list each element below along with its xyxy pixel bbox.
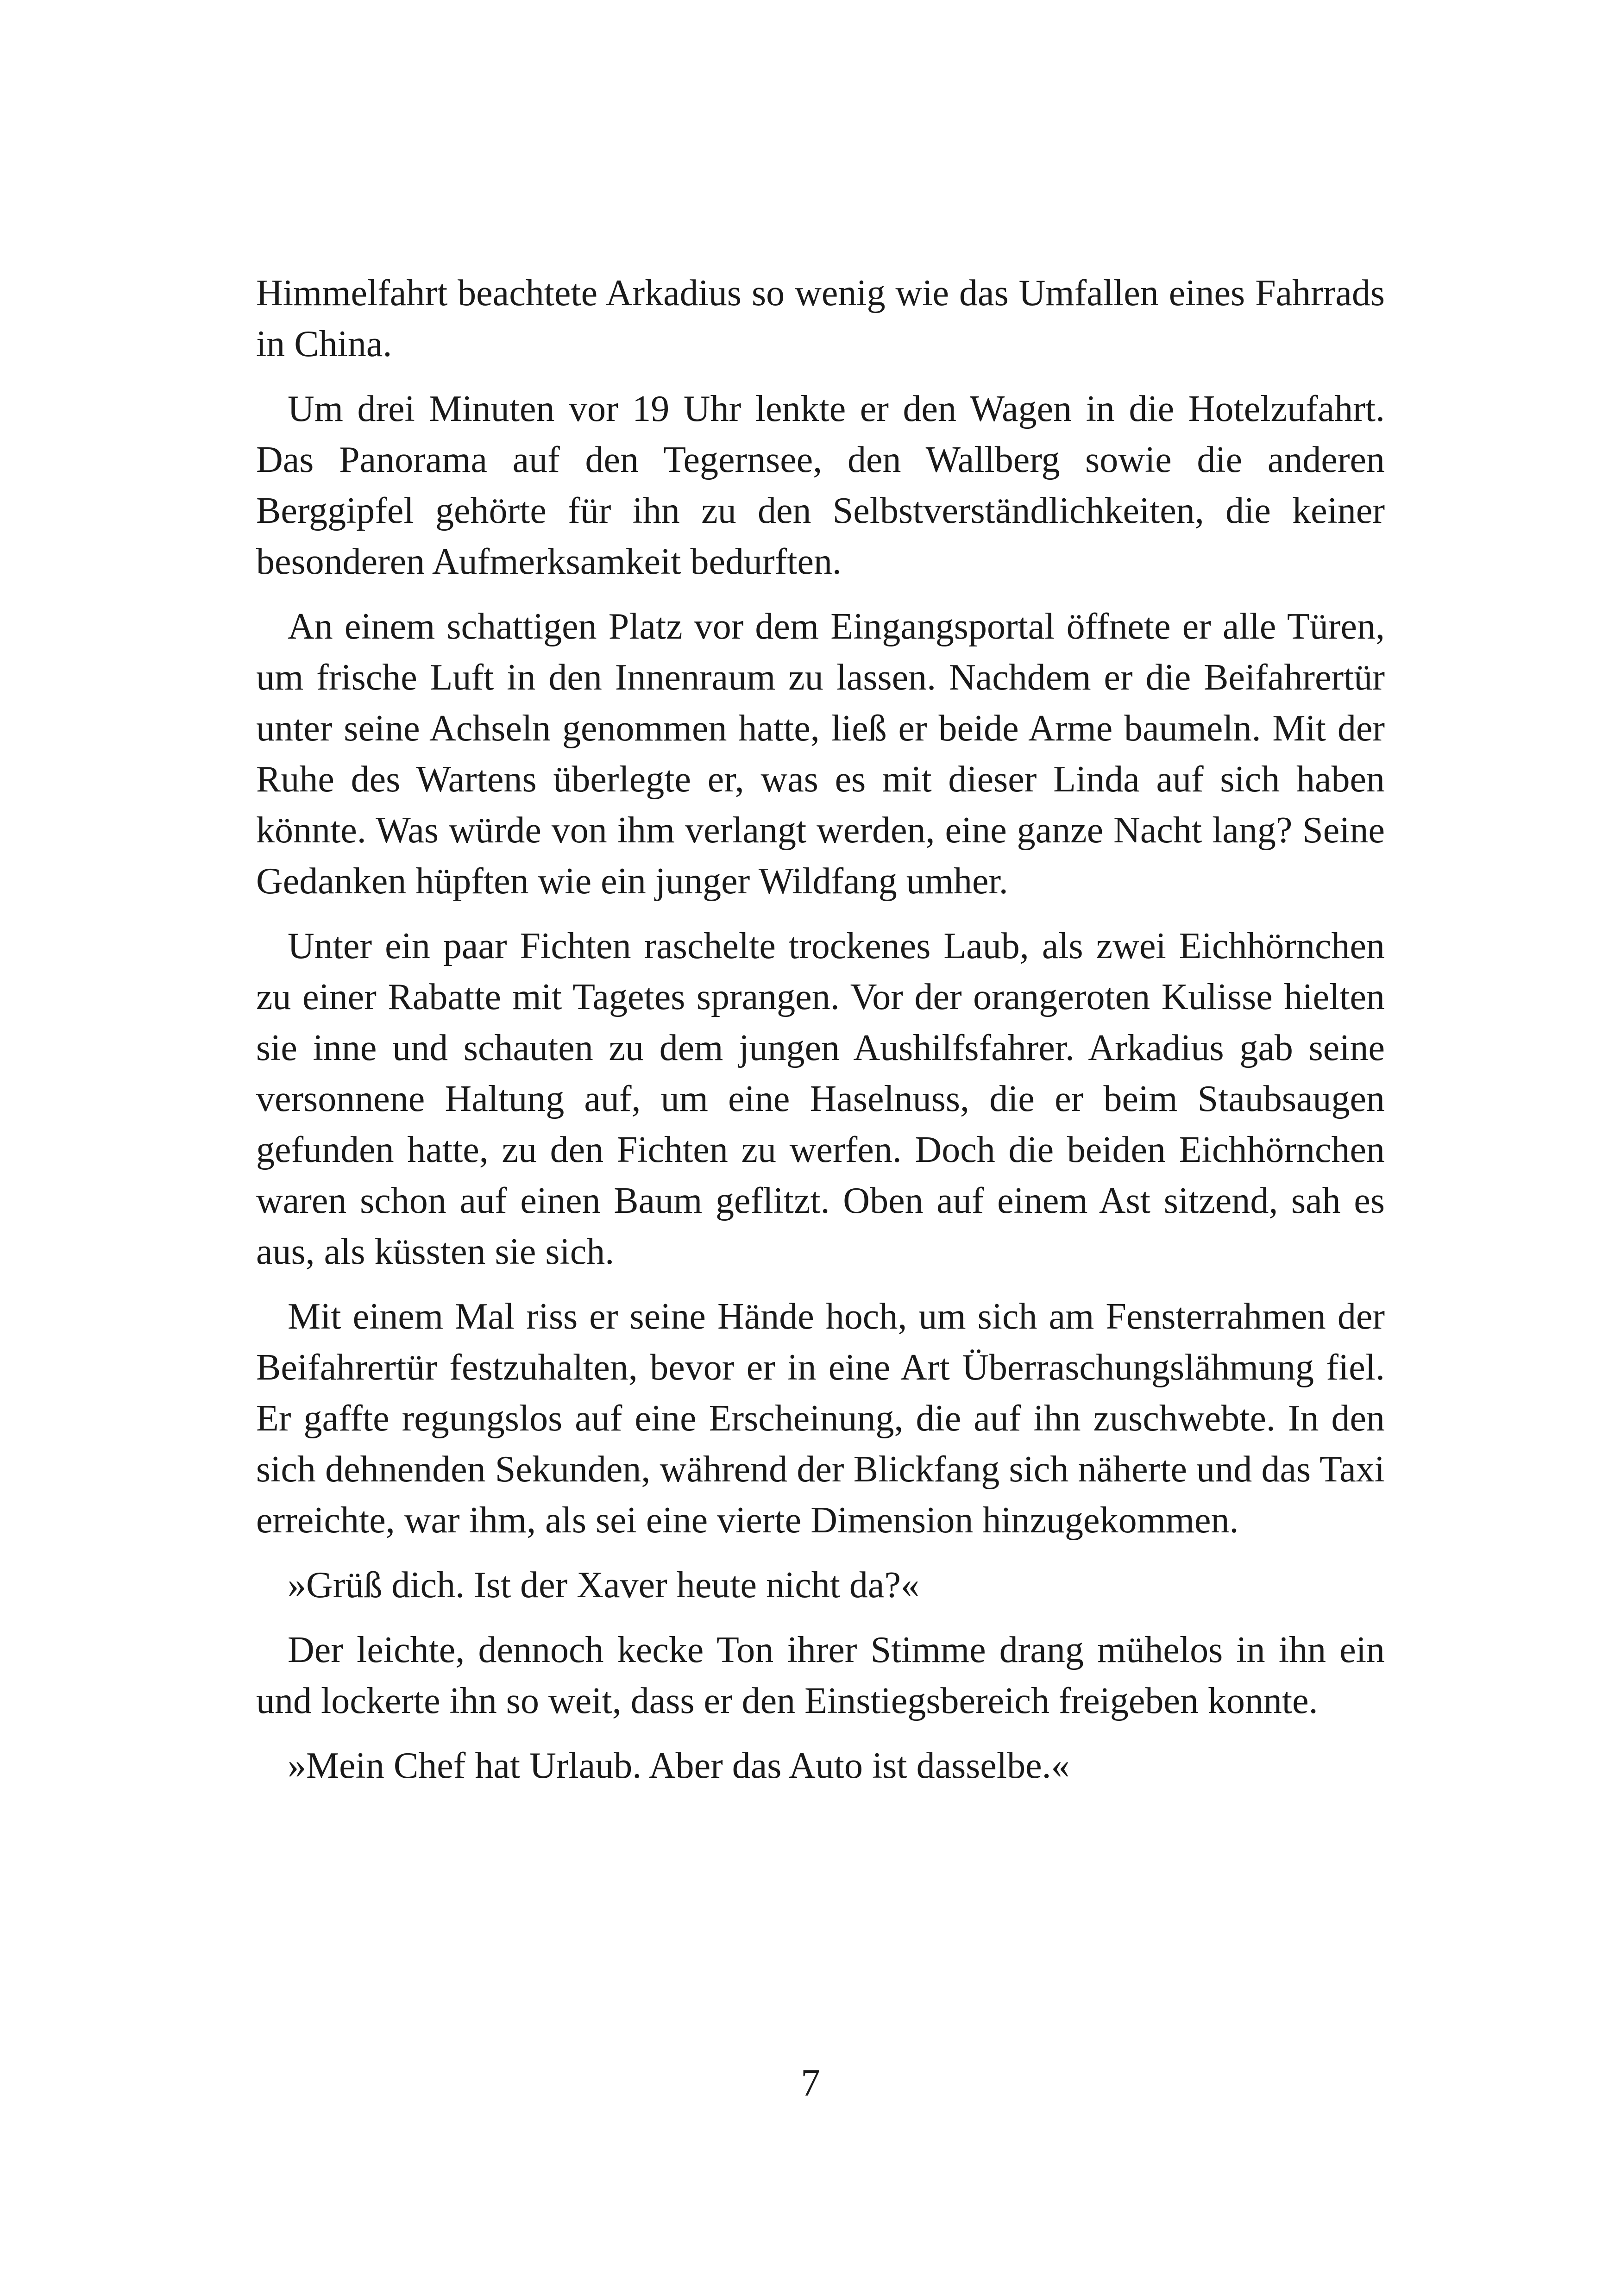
page-number: 7 — [801, 2061, 820, 2104]
paragraph: Um drei Minuten vor 19 Uhr lenkte er den Wagen in die Hotelzufahrt. Das Panorama auf den Tegernsee, den Wallberg sowie die anderen Berggipfel gehörte für ihn zu den Selbstverständlichkeiten, die keiner besonderen Aufmerksamkeit bedurften. — [256, 389, 1385, 582]
paragraph: Unter ein paar Fichten raschelte trockenes Laub, als zwei Eichhörnchen zu einer Rabatte mit Tagetes sprangen. Vor der orangeroten Kulisse hielten sie inne und schauten zu dem jungen Aushilfsfahrer. Arkadius gab seine versonnene Haltung auf, um eine Haselnuss, die er beim Staubsaugen gefunden hatte, zu den Fichten zu werfen. Doch die beiden Eichhörnchen waren schon auf einen Baum geflitzt. Oben auf einem Ast sitzend, sah es aus, als küssten sie sich. — [256, 926, 1385, 1272]
paragraph: Mit einem Mal riss er seine Hände hoch, um sich am Fensterrahmen der Beifahrertür festzuhalten, bevor er in eine Art Überraschungslähmung fiel. Er gaffte regungslos auf eine Erscheinung, die auf ihn zuschwebte. In den sich dehnenden Sekunden, während der Blickfang sich näherte und das Taxi erreichte, war ihm, als sei eine vierte Dimension hinzugekommen. — [256, 1296, 1385, 1541]
body-text — [256, 268, 1385, 1805]
paragraph: Himmelfahrt beachtete Arkadius so wenig wie das Umfallen eines Fahrrads in China. — [256, 273, 1385, 364]
dialogue-line: »Grüß dich. Ist der Xaver heute nicht da?« — [288, 1565, 919, 1606]
dialogue-line: »Mein Chef hat Urlaub. Aber das Auto ist dasselbe.« — [288, 1745, 1070, 1786]
paragraph: An einem schattigen Platz vor dem Eingangsportal öffnete er alle Türen, um frische Luft in den Innenraum zu lassen. Nachdem er die Beifahrertür unter seine Achseln genommen hatte, ließ er beide Arme baumeln. Mit der Ruhe des Wartens überlegte er, was es mit dieser Linda auf sich haben könnte. Was würde von ihm verlangt werden, eine ganze Nacht lang? Seine Gedanken hüpften wie ein junger Wildfang umher. — [256, 606, 1385, 902]
paragraph: Der leichte, dennoch kecke Ton ihrer Stimme drang mühelos in ihn ein und lockerte ihn so weit, dass er den Einstiegsbereich freigeben konnte. — [256, 1630, 1385, 1721]
